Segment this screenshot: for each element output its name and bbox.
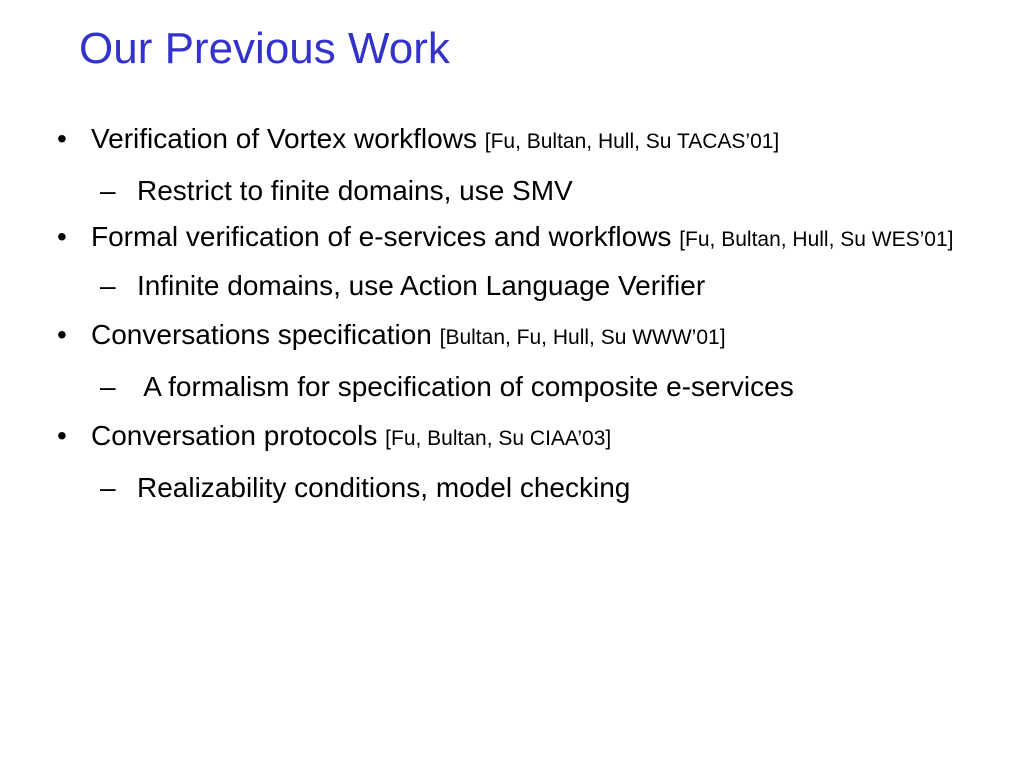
bullet-marker: • [57,123,67,154]
slide-title: Our Previous Work [79,24,450,73]
bullet-text: Formal verification of e-services and workflows [91,221,680,252]
dash-marker: – [100,175,116,206]
bullet-item-3 [0,312,1024,361]
sub-item-1 [0,168,1024,214]
sub-text: Restrict to finite domains, use SMV [137,175,573,206]
sub-item-4 [0,465,1024,511]
sub-text: Infinite domains, use Action Language Verifier [137,270,706,301]
bullet-item-2 [0,217,1024,260]
sub-text: A formalism for specification of composite e-services [137,371,794,402]
citation: [Bultan, Fu, Hull, Su WWW’01] [439,326,726,349]
bullet-marker: • [57,420,67,451]
citation: [Fu, Bultan, Hull, Su WES’01] [679,228,954,251]
bullet-item-4 [0,413,1024,462]
bullet-text: Conversations specification [91,319,440,350]
bullet-text: Conversation protocols [91,420,386,451]
dash-marker: – [100,472,116,503]
bullet-marker: • [57,319,67,350]
sub-item-2 [0,263,1024,309]
bullet-item-1 [0,116,1024,165]
dash-marker: – [100,371,116,402]
bullet-marker: • [57,221,67,252]
bullet-text: Verification of Vortex workflows [91,123,485,154]
citation: [Fu, Bultan, Su CIAA’03] [385,427,612,450]
citation: [Fu, Bultan, Hull, Su TACAS’01] [484,130,780,153]
dash-marker: – [100,270,116,301]
sub-text: Realizability conditions, model checking [137,472,631,503]
bullet-list [0,116,1024,514]
sub-item-3 [0,364,1024,410]
